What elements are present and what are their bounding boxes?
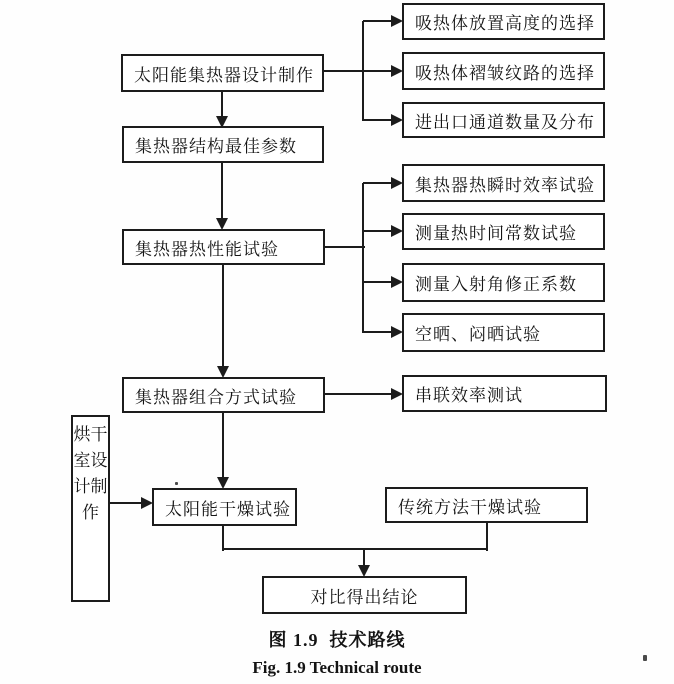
edge-dryroom-to-solar-dry bbox=[110, 502, 143, 504]
flow-node-label: 吸热体褶皱纹路的选择 bbox=[415, 63, 595, 83]
flow-node-label: 进出口通道数量及分布 bbox=[415, 112, 595, 132]
flow-node-label: 集热器热瞬时效率试验 bbox=[415, 175, 595, 195]
branch1-vertical bbox=[362, 21, 364, 121]
flow-node-label: 测量热时间常数试验 bbox=[415, 224, 577, 243]
edge-design-to-pleat bbox=[324, 70, 393, 72]
flow-node-label: 对比得出结论 bbox=[310, 587, 419, 607]
flow-node-absorber-height-selection bbox=[402, 3, 605, 40]
flow-node-label: 传统方法干燥试验 bbox=[398, 497, 542, 517]
flow-node-label: 集热器热性能试验 bbox=[135, 239, 279, 259]
flow-node-label: 太阳能集热器设计制作 bbox=[134, 65, 314, 85]
flow-node-label: 烘干室设计制作 bbox=[73, 425, 108, 522]
edge-merge-to-conclusion-arrowhead bbox=[358, 565, 370, 577]
flow-node-drying-room-design bbox=[71, 415, 110, 602]
edge-dryroom-to-solar-dry-arrowhead bbox=[141, 497, 153, 509]
flow-node-label: 串联效率测试 bbox=[415, 386, 523, 405]
scan-artifact-dot bbox=[175, 482, 178, 485]
merge-horizontal-line bbox=[222, 548, 488, 550]
edge-thermal-to-combo-arrowhead bbox=[217, 366, 229, 378]
merge-right-line bbox=[486, 523, 488, 551]
branch2-vertical bbox=[362, 183, 364, 333]
flow-node-thermal-performance-test bbox=[122, 229, 325, 265]
flow-node-stagnation-exposure-test bbox=[402, 313, 605, 352]
edge-branch2-to-stagnation-arrowhead bbox=[391, 326, 403, 338]
figure-caption-zh: 图 1.9 技术路线 bbox=[268, 630, 406, 650]
flow-node-label: 空晒、闷晒试验 bbox=[415, 325, 541, 344]
flow-node-label: 集热器组合方式试验 bbox=[135, 387, 297, 407]
flow-node-instantaneous-efficiency-test bbox=[402, 164, 605, 202]
edge-combo-to-solar-dry-arrowhead bbox=[217, 477, 229, 489]
flow-node-solar-collector-design bbox=[121, 54, 324, 92]
flow-node-solar-drying-test bbox=[152, 488, 297, 526]
edge-thermal-to-combo bbox=[222, 265, 224, 368]
flow-node-combination-mode-test bbox=[122, 377, 325, 413]
flow-node-label: 集热器结构最佳参数 bbox=[135, 137, 297, 156]
flow-node-label: 吸热体放置高度的选择 bbox=[415, 14, 595, 33]
flow-node-inlet-outlet-channels bbox=[402, 102, 605, 138]
flow-node-label: 测量入射角修正系数 bbox=[415, 275, 577, 294]
edge-branch2-to-timeconst-arrowhead bbox=[391, 225, 403, 237]
edge-branch1-to-channels-arrowhead bbox=[391, 114, 403, 126]
edge-design-to-pleat-arrowhead bbox=[391, 65, 403, 77]
edge-branch1-to-height bbox=[363, 20, 393, 22]
flow-node-time-constant-test bbox=[402, 213, 605, 250]
edge-combo-to-series bbox=[325, 393, 393, 395]
edge-params-to-thermal bbox=[221, 163, 223, 220]
flow-node-structure-optimal-params bbox=[122, 126, 324, 163]
edge-branch2-to-instant bbox=[363, 182, 393, 184]
flow-node-incidence-angle-modifier bbox=[402, 263, 605, 302]
edge-branch2-to-incidence-arrowhead bbox=[391, 276, 403, 288]
edge-params-to-thermal-arrowhead bbox=[216, 218, 228, 230]
edge-design-to-params bbox=[221, 92, 223, 118]
edge-branch2-to-instant-arrowhead bbox=[391, 177, 403, 189]
flow-node-comparison-conclusion bbox=[262, 576, 467, 614]
flow-node-series-efficiency-test bbox=[402, 375, 607, 412]
edge-combo-to-solar-dry bbox=[222, 413, 224, 479]
edge-branch1-to-channels bbox=[363, 119, 393, 121]
edge-branch1-to-height-arrowhead bbox=[391, 15, 403, 27]
figure-caption-en: Fig. 1.9 Technical route bbox=[252, 658, 422, 677]
edge-design-to-params-arrowhead bbox=[216, 116, 228, 128]
edge-branch2-to-stagnation bbox=[363, 331, 393, 333]
flow-node-absorber-pleat-selection bbox=[402, 52, 605, 90]
flow-node-traditional-drying-test bbox=[385, 487, 588, 523]
flow-node-label: 太阳能干燥试验 bbox=[165, 499, 291, 519]
edge-branch2-to-incidence bbox=[363, 281, 393, 283]
edge-combo-to-series-arrowhead bbox=[391, 388, 403, 400]
edge-branch2-to-timeconst bbox=[363, 230, 393, 232]
edge-thermal-feed bbox=[325, 246, 365, 248]
